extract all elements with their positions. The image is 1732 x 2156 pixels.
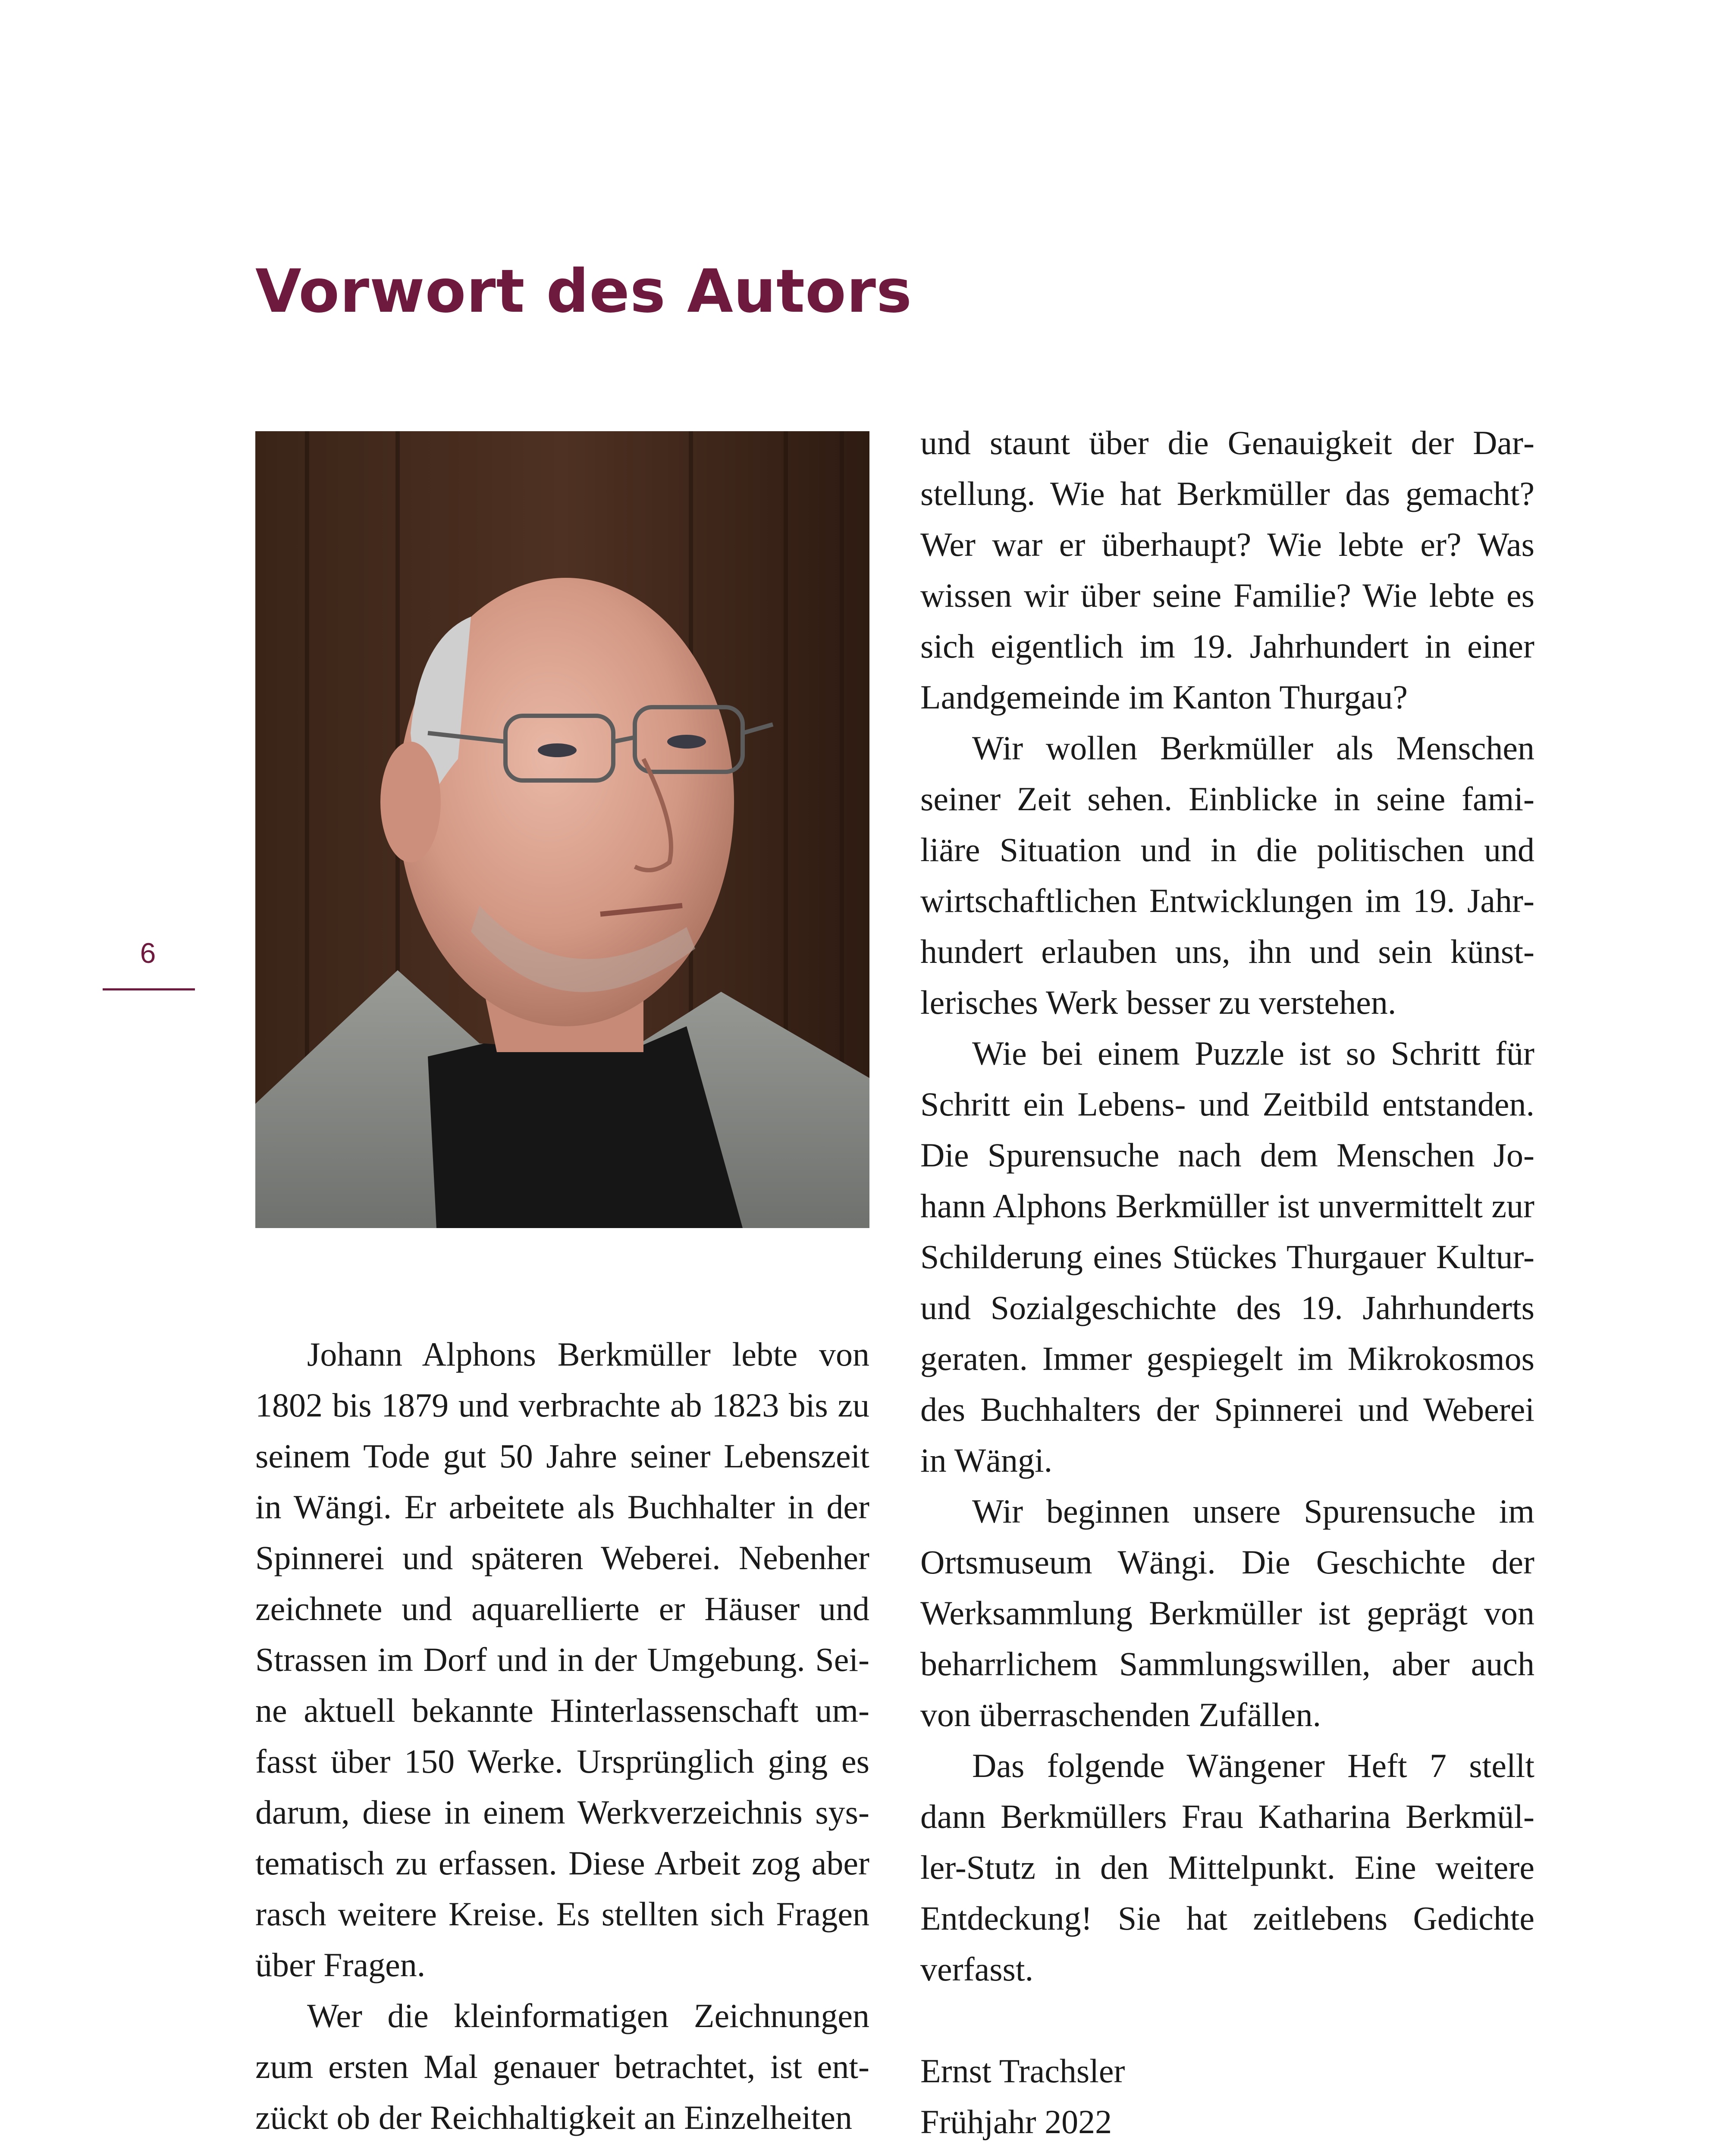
page-number-rule [103, 988, 195, 990]
author-portrait-photo [255, 431, 869, 1228]
text-column-left [255, 1329, 869, 2143]
page-title: Vorwort des Autors [255, 257, 913, 326]
paragraph: Das folgende Wängener Heft 7 stellt dann Berkmüllers Frau Katharina Berkmüller-Stutz in den Mittelpunkt. Eine weitere Entdeckung! Sie hat zeitlebens Gedichte verfasst. [920, 1747, 1534, 1988]
paragraph: Wie bei einem Puzzle ist so Schritt für Schritt ein Lebens- und Zeitbild entstanden. Die Spurensuche nach dem Menschen Johann Alphons Berkmüller ist unvermittelt zur Schilderung eines Stückes Thurgauer Kultur- und Sozialgeschichte des 19. Jahrhunderts geraten. Immer gespiegelt im Mikrokosmos des Buchhalters der Spinnerei und Weberei in Wängi. [920, 1034, 1534, 1479]
page-number: 6 [140, 937, 156, 969]
author-name: Ernst Trachsler [920, 2052, 1125, 2090]
signature-date: Frühjahr 2022 [920, 2103, 1112, 2140]
paragraph: und staunt über die Genauigkeit der Darstellung. Wie hat Berkmüller das gemacht? Wer war er überhaupt? Wie lebte er? Was wissen wir über seine Familie? Wie lebte es sich eigentlich im 19. Jahrhundert in einer Landgemeinde im Kanton Thurgau? [920, 424, 1534, 716]
paragraph: Wir wollen Berkmüller als Menschen seiner Zeit sehen. Einblicke in seine familiäre Situation und in die politischen und wirtschaftlichen Entwicklungen im 19. Jahrhundert erlauben uns, ihn und sein künstlerisches Werk besser zu verstehen. [920, 729, 1534, 1021]
paragraph: Wir beginnen unsere Spurensuche im Ortsmuseum Wängi. Die Geschichte der Werksammlung Berkmüller ist geprägt von beharrlichem Sammlungswillen, aber auch von überraschenden Zufällen. [920, 1492, 1534, 1733]
signature-block [920, 2046, 1534, 2147]
paragraph: Wer die kleinformatigen Zeichnungen zum ersten Mal genauer betrachtet, ist entzückt ob der Reichhaltigkeit an Einzelheiten [255, 1997, 869, 2136]
paragraph: Johann Alphons Berkmüller lebte von 1802 bis 1879 und verbrachte ab 1823 bis zu seinem Tode gut 50 Jahre seiner Lebenszeit in Wängi. Er arbeitete als Buchhalter in der Spinnerei und späteren Weberei. Nebenher zeichnete und aquarellierte er Häuser und Strassen im Dorf und in der Umgebung. Seine aktuell bekannte Hinterlassenschaft umfasst über 150 Werke. Ursprünglich ging es darum, diese in einem Werkverzeichnis systematisch zu erfassen. Diese Arbeit zog aber rasch weitere Kreise. Es stellten sich Fragen über Fragen. [255, 1335, 869, 1984]
text-column-right [920, 417, 1534, 2147]
